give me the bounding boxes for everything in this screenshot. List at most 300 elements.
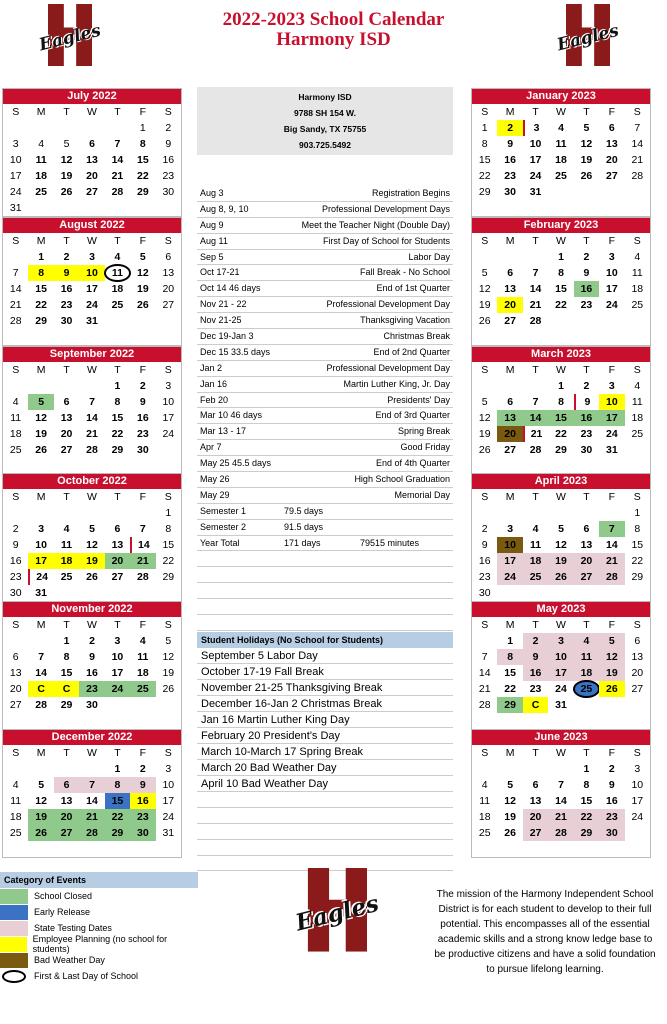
calendar-title: 2022-2023 School Calendar [222,9,445,30]
calendar-day: 19 [60,170,73,182]
empty-day [156,329,181,345]
calendar-day: 7 [79,777,104,793]
calendar-day: 9 [165,138,172,150]
calendar-day: 30 [162,186,175,198]
calendar-day: 22 [555,428,567,440]
calendar-day: 26 [599,681,624,697]
holiday-item: November 21-25 Thanksgiving Break [197,680,453,696]
weekday-label: M [505,619,515,631]
legend-item [0,936,198,952]
calendar-day: 13 [606,138,618,150]
weekday-label: S [481,106,489,118]
empty-day [625,713,650,729]
empty-day [497,329,522,345]
month-header: May 2023 [472,602,650,617]
weekday-label: S [481,364,489,376]
calendar-day: 25 [631,299,644,311]
calendar-day: 27 [504,315,516,327]
calendar-day: 17 [162,412,175,424]
calendar-day: 16 [9,555,22,567]
calendar-day: 7 [481,651,488,663]
calendar-day: 21 [599,553,624,569]
events-list [197,186,453,631]
empty-day [599,313,624,329]
event-row: Mar 10 46 days End of 3rd Quarter [197,408,453,424]
empty-day [28,761,53,777]
empty-day [523,329,548,345]
event-row: Aug 11 First Day of School for Students [197,234,453,250]
empty-day [599,841,624,857]
weekday-label: F [608,106,616,118]
weekday-label: S [12,747,20,759]
calendar-day: 14 [130,537,155,553]
calendar-day: 25 [478,827,491,839]
calendar-day: 16 [162,154,175,166]
calendar-day: 23 [60,299,73,311]
calendar-day: 3 [12,138,19,150]
weekday-label: T [114,364,121,376]
weekday-label: T [114,106,121,118]
calendar-day: 17 [631,795,644,807]
empty-day [599,458,624,474]
calendar-day: 21 [529,299,542,311]
calendar-day: 9 [523,649,548,665]
month-january-2023 [471,88,651,217]
calendar-day: 26 [580,170,593,182]
calendar-day: 3 [548,633,573,649]
weekday-label: W [87,235,97,247]
calendar-day: 2 [481,523,488,535]
calendar-day: 1 [481,122,488,134]
calendar-day: 5 [558,523,564,535]
calendar-day: 10 [548,649,573,665]
empty-day [105,329,130,345]
empty-day [472,505,497,521]
calendar-day: 29 [35,315,47,327]
event-row: May 29 Memorial Day [197,488,453,504]
calendar-day: 5 [165,635,172,647]
calendar-day: 11 [105,265,130,281]
calendar-day: 2 [139,763,146,775]
holidays-title: Student Holidays (No School for Students) [197,632,453,648]
empty-day [3,458,28,474]
empty-day [156,697,181,713]
calendar-day: 23 [504,170,516,182]
weekday-label: T [114,619,121,631]
empty-day [105,697,130,713]
empty-day [156,458,181,474]
empty-day [548,585,573,601]
legend-label: School Closed [34,891,93,901]
calendar-day: 15 [105,793,130,809]
calendar-day: 20 [631,667,644,679]
empty-day [79,378,104,394]
empty-day [497,761,522,777]
calendar-day: 9 [89,651,95,663]
weekday-label: M [505,106,515,118]
empty-day [156,841,181,857]
calendar-day: 20 [54,809,79,825]
empty-day [497,378,522,394]
weekday-label: M [36,235,46,247]
calendar-day: 5 [481,267,488,279]
calendar-day: 29 [574,825,599,841]
calendar-day: 3 [608,251,615,263]
calendar-day: 12 [137,267,149,279]
holiday-item: October 17-19 Fall Break [197,664,453,680]
event-row: Jan 2 Professional Development Day [197,361,453,377]
empty-day [28,713,53,729]
calendar-day: 10 [631,779,644,791]
empty-day [523,505,548,521]
empty-day [574,313,599,329]
empty-day [523,249,548,265]
weekday-label: S [481,491,489,503]
calendar-day: 12 [580,138,593,150]
holiday-item: February 20 President's Day [197,728,453,744]
month-july-2022 [2,88,182,217]
empty-day [625,442,650,458]
legend [0,872,198,984]
calendar-day: 9 [130,777,155,793]
empty-day [130,585,155,601]
calendar-day: 3 [114,635,121,647]
weekday-label: S [633,491,641,503]
calendar-day: 19 [548,553,573,569]
empty-day [625,841,650,857]
calendar-day: 28 [631,170,644,182]
empty-day [497,713,522,729]
calendar-day: 19 [478,428,491,440]
empty-day [523,200,548,216]
calendar-day: 8 [583,779,590,791]
calendar-day: 19 [162,667,175,679]
calendar-day: 2 [523,633,548,649]
calendar-day: 2 [608,763,615,775]
calendar-day: 29 [60,699,73,711]
calendar-day: 22 [478,170,491,182]
calendar-day: 26 [548,569,573,585]
legend-swatch [2,970,26,983]
calendar-day: 27 [60,444,73,456]
weekday-label: M [505,364,515,376]
empty-day [523,841,548,857]
calendar-day: 27 [606,170,618,182]
calendar-day: 12 [478,412,491,424]
calendar-day: 4 [12,396,19,408]
event-row: Apr 7 Good Friday [197,440,453,456]
empty-day [105,505,130,521]
legend-label: First & Last Day of School [34,971,139,981]
weekday-label: M [36,106,46,118]
calendar-day: 4 [114,251,121,263]
legend-label: State Testing Dates [34,923,112,933]
calendar-day: 25 [130,681,155,697]
calendar-day: 24 [529,170,542,182]
calendar-day: 15 [162,539,175,551]
semester-row: Semester 2 91.5 days [197,520,453,536]
calendar-day: 5 [599,633,624,649]
calendar-day: 26 [478,315,491,327]
event-row: Oct 17-21 Fall Break - No School [197,265,453,281]
calendar-day: 6 [114,523,121,535]
calendar-day: 7 [89,396,95,408]
empty-day [54,713,79,729]
calendar-day: 20 [574,553,599,569]
calendar-day: 8 [28,265,53,281]
weekday-label: T [114,491,121,503]
calendar-day: 21 [478,683,491,695]
info-name: Harmony ISD [298,92,352,102]
empty-day [472,633,497,649]
calendar-day: 20 [497,426,522,442]
empty-day [523,458,548,474]
calendar-day: 23 [478,571,491,583]
month-header: February 2023 [472,218,650,233]
calendar-day: 19 [580,154,593,166]
calendar-day: 11 [10,795,22,807]
calendar-day: 23 [79,681,104,697]
calendar-day: 24 [555,683,567,695]
calendar-day: 16 [523,665,548,681]
calendar-day: 18 [574,665,599,681]
calendar-day: 6 [507,396,514,408]
calendar-day: 9 [12,539,19,551]
calendar-day: 13 [111,539,124,551]
calendar-day: 4 [532,523,539,535]
empty-day [54,329,79,345]
info-phone: 903.725.5492 [299,140,351,150]
calendar-day: 25 [35,186,47,198]
calendar-day: 18 [54,553,79,569]
month-october-2022 [2,473,182,602]
calendar-day: 20 [606,154,618,166]
calendar-day: 3 [89,251,95,263]
district-info [197,87,453,155]
weekday-label: T [63,747,70,759]
calendar-day: 9 [507,138,514,150]
calendar-day: 6 [165,251,172,263]
calendar-day: 21 [523,426,548,442]
calendar-day: 1 [114,380,121,392]
weekday-label: S [481,619,489,631]
empty-day [54,200,79,216]
calendar-day: 1 [507,635,514,647]
weekday-label: T [583,491,590,503]
empty-day [105,120,130,136]
calendar-day: 10 [111,651,124,663]
empty-day [3,378,28,394]
event-row: Feb 20 Presidents' Day [197,393,453,409]
calendar-day: 19 [137,283,149,295]
calendar-day: 26 [60,186,73,198]
empty-day [130,841,155,857]
empty-day [28,841,53,857]
weekday-label: F [608,364,616,376]
calendar-day: 24 [497,569,522,585]
calendar-day: 22 [35,299,47,311]
calendar-day: 21 [9,299,22,311]
calendar-day: 11 [137,651,149,663]
calendar-day: 4 [63,523,70,535]
calendar-day: 28 [599,569,624,585]
weekday-label: T [63,364,70,376]
calendar-day: 28 [111,186,124,198]
calendar-day: 15 [631,539,644,551]
month-december-2022 [2,729,182,858]
empty-day [599,585,624,601]
calendar-day: 3 [165,380,172,392]
calendar-day: 16 [60,283,73,295]
month-header: January 2023 [472,89,650,104]
calendar-day: 24 [162,428,175,440]
calendar-day: 4 [38,138,45,150]
calendar-day: 28 [137,571,149,583]
calendar-day: 10 [9,154,22,166]
empty-day [54,761,79,777]
calendar-day: 26 [478,444,491,456]
calendar-day: 9 [608,779,615,791]
weekday-label: W [87,364,97,376]
calendar-day: 23 [162,170,175,182]
weekday-label: S [164,364,172,376]
semester-row: Semester 1 79.5 days [197,504,453,520]
empty-day [79,761,104,777]
calendar-day: 17 [529,154,542,166]
calendar-day: 3 [634,763,641,775]
empty-day [79,841,104,857]
calendar-day: 7 [38,651,45,663]
calendar-day: C [28,681,53,697]
empty-day [625,329,650,345]
calendar-day: 5 [583,122,590,134]
calendar-day: 16 [86,667,98,679]
weekday-label: T [63,491,70,503]
calendar-day: 8 [105,777,130,793]
calendar-day: 17 [111,667,124,679]
calendar-day: 21 [111,170,124,182]
empty-day [79,120,104,136]
holiday-item: Jan 16 Martin Luther King Day [197,712,453,728]
legend-swatch [0,905,28,920]
calendar-day: 30 [478,587,491,599]
weekday-label: F [608,235,616,247]
weekday-label: S [12,619,20,631]
calendar-day: 30 [137,444,149,456]
event-row: Dec 15 33.5 days End of 2nd Quarter [197,345,453,361]
calendar-day: 14 [86,795,98,807]
calendar-day: 7 [599,521,624,537]
calendar-day: 25 [523,569,548,585]
calendar-day: 19 [478,299,491,311]
calendar-day: 11 [631,396,643,408]
empty-day [574,458,599,474]
calendar-day: 2 [12,523,19,535]
calendar-day: 8 [165,523,172,535]
weekday-label: W [87,491,97,503]
weekday-label: T [532,364,539,376]
calendar-day: 4 [139,635,146,647]
weekday-label: T [532,235,539,247]
event-row: Aug 8, 9, 10 Professional Development Days [197,202,453,218]
weekday-label: F [139,491,147,503]
calendar-day: 28 [79,825,104,841]
empty-day [105,313,130,329]
empty-day [548,313,573,329]
month-header: December 2022 [3,730,181,745]
calendar-day: 28 [529,444,542,456]
weekday-label: S [633,747,641,759]
calendar-day: 22 [631,555,644,567]
weekday-label: W [87,747,97,759]
empty-day [28,458,53,474]
calendar-day: 26 [86,571,98,583]
weekday-label: S [633,106,641,118]
empty-day [599,505,624,521]
weekday-label: F [608,619,616,631]
calendar-day: 22 [555,299,567,311]
empty-day [79,200,104,216]
empty-day [79,458,104,474]
month-february-2023 [471,217,651,346]
empty-day [79,329,104,345]
calendar-day: 7 [634,122,641,134]
empty-day [599,713,624,729]
empty-day [497,458,522,474]
empty-day [625,825,650,841]
calendar-day: 14 [86,412,98,424]
holidays-list [197,648,453,871]
weekday-label: S [12,491,20,503]
calendar-day: 4 [558,122,564,134]
calendar-day: 8 [497,649,522,665]
eagles-logo-right: Eagles [548,4,628,66]
calendar-day: 28 [529,315,542,327]
calendar-day: 13 [529,795,542,807]
calendar-day: 6 [608,122,615,134]
calendar-day: 10 [599,394,624,410]
calendar-day: 23 [580,299,593,311]
info-city: Big Sandy, TX 75755 [283,124,367,134]
calendar-day: 22 [111,428,124,440]
empty-day [156,442,181,458]
calendar-day: 7 [139,523,146,535]
calendar-day: 3 [608,380,615,392]
calendar-day: 30 [60,315,73,327]
calendar-day: 8 [634,523,641,535]
calendar-day: 9 [139,396,146,408]
calendar-day: 3 [38,523,45,535]
empty-day [28,633,53,649]
calendar-day: 24 [606,428,618,440]
calendar-day: 4 [634,251,641,263]
blank-row [197,583,453,599]
calendar-day: 19 [504,811,516,823]
empty-day [3,633,28,649]
empty-day [3,761,28,777]
empty-day [472,200,497,216]
calendar-day: 27 [111,571,124,583]
month-header: July 2022 [3,89,181,104]
calendar-day: 8 [481,138,488,150]
calendar-day: 27 [162,299,175,311]
empty-day [523,713,548,729]
empty-day [3,841,28,857]
calendar-day: 9 [481,539,488,551]
calendar-day: 16 [574,410,599,426]
calendar-day: 7 [558,779,564,791]
calendar-day: 25 [9,444,22,456]
